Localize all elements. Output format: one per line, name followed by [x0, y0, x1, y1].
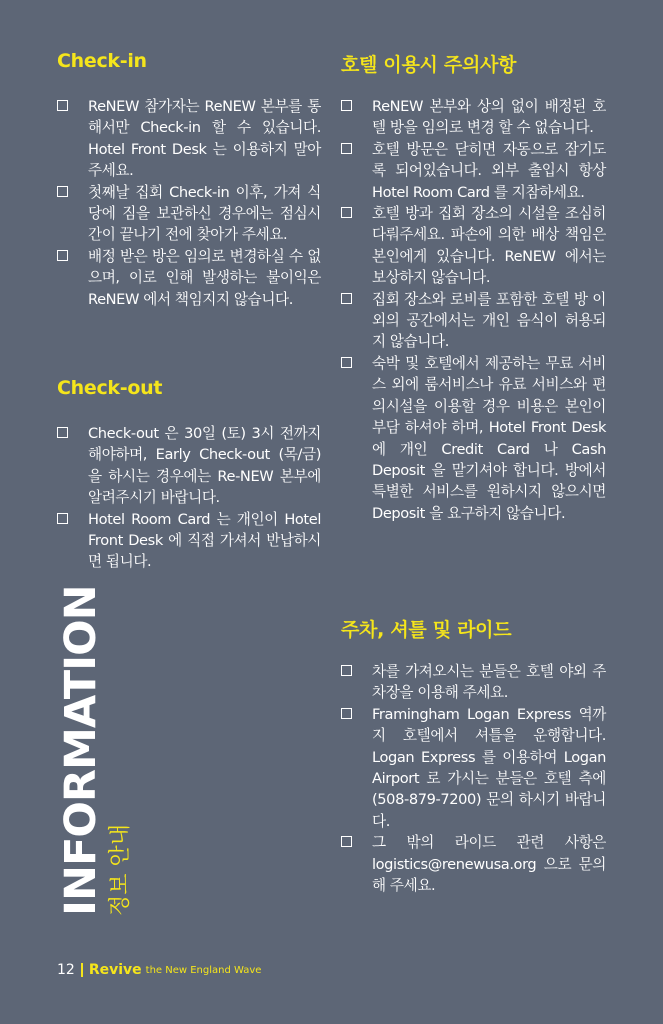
- checkin-list: [57, 96, 321, 310]
- list-item: 배정 받은 방은 임의로 변경하실 수 없으며, 이로 인해 발생하는 불이익은 ReNEW 에서 책임지지 않습니다.: [57, 246, 321, 310]
- checkbox-bullet-icon: [341, 836, 352, 847]
- list-item: 차를 가져오시는 분들은 호텔 야외 주차장을 이용해 주세요.: [341, 661, 606, 704]
- checkout-heading: Check-out: [57, 377, 163, 399]
- brand-name: Revive: [88, 962, 142, 978]
- checkbox-bullet-icon: [341, 708, 352, 719]
- list-item: 호텔 방문은 닫히면 자동으로 잠기도록 되어있습니다. 외부 출입시 항상 Hotel Room Card 를 지참하세요.: [341, 139, 606, 203]
- checkbox-bullet-icon: [57, 427, 68, 438]
- hotel-rules-list: [341, 96, 606, 524]
- checkbox-bullet-icon: [341, 207, 352, 218]
- checkbox-bullet-icon: [57, 250, 68, 261]
- checkbox-bullet-icon: [57, 100, 68, 111]
- checkbox-bullet-icon: [341, 357, 352, 368]
- list-item: 그 밖의 라이드 관련 사항은 logistics@renewusa.org 으로 문의해 주세요.: [341, 832, 606, 896]
- side-title: INFORMATION: [56, 585, 106, 916]
- checkin-heading: Check-in: [57, 50, 147, 72]
- list-item: 집회 장소와 로비를 포함한 호텔 방 이외의 공간에서는 개인 음식이 허용되지 않습니다.: [341, 289, 606, 353]
- checkbox-bullet-icon: [341, 293, 352, 304]
- side-subtitle: 정보 안내: [108, 823, 133, 916]
- parking-list: [341, 661, 606, 896]
- checkbox-bullet-icon: [57, 186, 68, 197]
- footer-divider: [81, 963, 83, 977]
- checkbox-bullet-icon: [341, 100, 352, 111]
- list-item: ReNEW 참가자는 ReNEW 본부를 통해서만 Check-in 할 수 있습니다. Hotel Front Desk 는 이용하지 말아주세요.: [57, 96, 321, 182]
- brand-tagline: the New England Wave: [145, 964, 262, 976]
- parking-heading: 주차, 셔틀 및 라이드: [341, 619, 512, 641]
- list-item: 첫째날 집회 Check-in 이후, 가져 식당에 짐을 보관하신 경우에는 점심시간이 끝나기 전에 찾아가 주세요.: [57, 182, 321, 246]
- list-item: Check-out 은 30일 (토) 3시 전까지 해야하며, Early Check-out (목/금) 을 하시는 경우에는 Re-NEW 본부에 알려주시기 바랍니다.: [57, 423, 321, 509]
- page-number: 12: [57, 962, 75, 978]
- page-footer: [57, 960, 261, 980]
- checkout-list: [57, 423, 321, 573]
- list-item: ReNEW 본부와 상의 없이 배정된 호텔 방을 임의로 변경 할 수 없습니다.: [341, 96, 606, 139]
- checkbox-bullet-icon: [341, 665, 352, 676]
- hotel-rules-heading: 호텔 이용시 주의사항: [341, 54, 517, 76]
- checkbox-bullet-icon: [341, 143, 352, 154]
- list-item: 호텔 방과 집회 장소의 시설을 조심히 다뤄주세요. 파손에 의한 배상 책임은 본인에게 있습니다. ReNEW 에서는 보상하지 않습니다.: [341, 203, 606, 289]
- checkbox-bullet-icon: [57, 513, 68, 524]
- list-item: Framingham Logan Express 역까지 호텔에서 셔틀을 운행합니다. Logan Express 를 이용하여 Logan Airport 로 가시는 분들은 호텔 측에 (508-879-7200) 문의 하시기 바랍니다.: [341, 704, 606, 832]
- list-item: Hotel Room Card 는 개인이 Hotel Front Desk 에 직접 가셔서 반납하시면 됩니다.: [57, 509, 321, 573]
- list-item: 숙박 및 호텔에서 제공하는 무료 서비스 외에 룸서비스나 유료 서비스와 편의시설을 이용할 경우 비용은 본인이 부담 하셔야 하며, Hotel Front Desk 에 개인 Credit Card 나 Cash Deposit 을 맡기셔야 합니다. 방에서 특별한 서비스를 원하시지 않으시면 Deposit 을 요구하지 않습니다.: [341, 353, 606, 524]
